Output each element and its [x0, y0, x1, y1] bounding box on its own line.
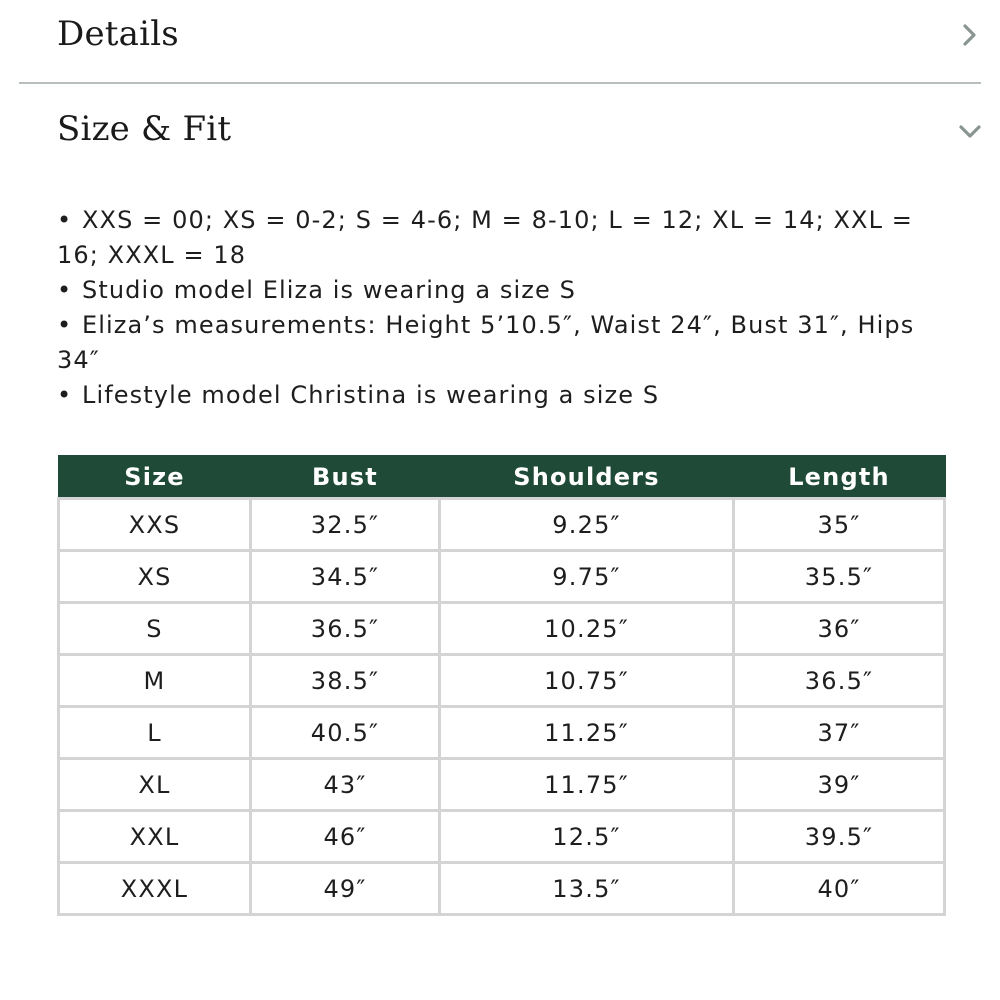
cell-size: XXXL	[59, 863, 251, 915]
cell-length: 36.5″	[734, 655, 945, 707]
cell-length: 36″	[734, 603, 945, 655]
cell-shoulders: 10.75″	[440, 655, 734, 707]
table-row	[59, 655, 945, 707]
cell-length: 39.5″	[734, 811, 945, 863]
cell-bust: 46″	[251, 811, 440, 863]
cell-length: 40″	[734, 863, 945, 915]
list-item: • XXS = 00; XS = 0-2; S = 4-6; M = 8-10; L = 12; XL = 14; XXL = 16; XXXL = 18	[57, 203, 957, 273]
table-header-row	[59, 456, 945, 499]
size-fit-title: Size & Fit	[57, 109, 232, 149]
cell-length: 35″	[734, 499, 945, 551]
chevron-down-icon[interactable]	[958, 119, 982, 143]
cell-shoulders: 9.75″	[440, 551, 734, 603]
cell-size: M	[59, 655, 251, 707]
cell-shoulders: 10.25″	[440, 603, 734, 655]
header-size: Size	[59, 456, 251, 499]
cell-size: S	[59, 603, 251, 655]
cell-bust: 38.5″	[251, 655, 440, 707]
cell-size: XS	[59, 551, 251, 603]
header-length: Length	[734, 456, 945, 499]
list-item: • Eliza’s measurements: Height 5’10.5″, Waist 24″, Bust 31″, Hips 34″	[57, 308, 957, 378]
cell-bust: 36.5″	[251, 603, 440, 655]
cell-shoulders: 9.25″	[440, 499, 734, 551]
cell-length: 39″	[734, 759, 945, 811]
size-chart-table	[57, 455, 946, 916]
table-row	[59, 603, 945, 655]
cell-length: 37″	[734, 707, 945, 759]
cell-bust: 49″	[251, 863, 440, 915]
cell-shoulders: 11.75″	[440, 759, 734, 811]
bullet-icon: •	[57, 381, 73, 409]
bullet-icon: •	[57, 276, 73, 304]
table-row	[59, 551, 945, 603]
table-row	[59, 863, 945, 915]
fit-notes-list	[57, 203, 957, 413]
cell-shoulders: 13.5″	[440, 863, 734, 915]
header-shoulders: Shoulders	[440, 456, 734, 499]
details-accordion-header[interactable]	[0, 0, 1000, 82]
details-title: Details	[57, 14, 179, 54]
list-item: • Studio model Eliza is wearing a size S	[57, 273, 957, 308]
header-bust: Bust	[251, 456, 440, 499]
cell-size: XXL	[59, 811, 251, 863]
cell-size: XL	[59, 759, 251, 811]
cell-bust: 34.5″	[251, 551, 440, 603]
cell-size: XXS	[59, 499, 251, 551]
cell-bust: 32.5″	[251, 499, 440, 551]
cell-length: 35.5″	[734, 551, 945, 603]
cell-bust: 43″	[251, 759, 440, 811]
bullet-icon: •	[57, 311, 73, 339]
bullet-icon: •	[57, 206, 73, 234]
cell-shoulders: 12.5″	[440, 811, 734, 863]
table-row	[59, 499, 945, 551]
table-row	[59, 707, 945, 759]
cell-size: L	[59, 707, 251, 759]
size-fit-accordion-header[interactable]	[0, 84, 1000, 184]
list-item: • Lifestyle model Christina is wearing a size S	[57, 378, 957, 413]
table-row	[59, 811, 945, 863]
chevron-right-icon[interactable]	[958, 23, 982, 47]
table-row	[59, 759, 945, 811]
cell-shoulders: 11.25″	[440, 707, 734, 759]
cell-bust: 40.5″	[251, 707, 440, 759]
